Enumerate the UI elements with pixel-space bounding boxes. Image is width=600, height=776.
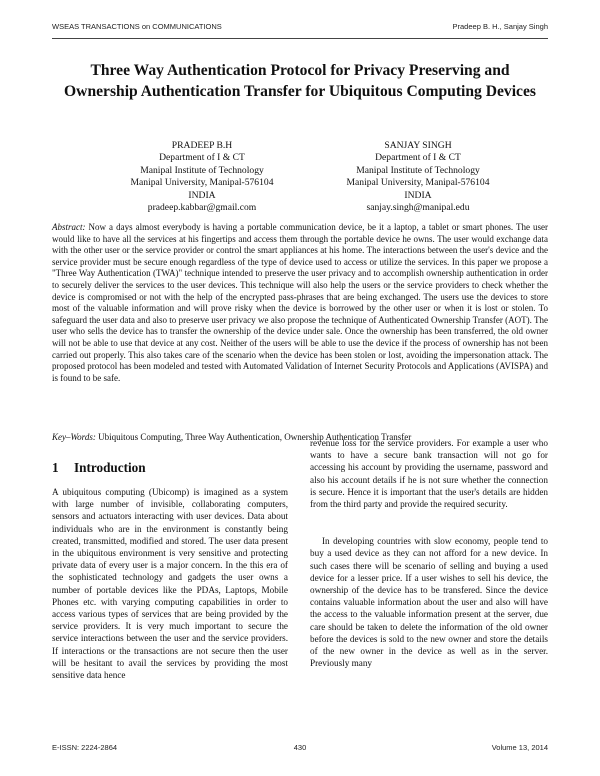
author-university: Manipal University, Manipal-576104 xyxy=(130,177,274,189)
footer-issn: E-ISSN: 2224-2864 xyxy=(52,743,118,752)
keywords-label: Key–Words: xyxy=(52,432,96,442)
author-institute: Manipal Institute of Technology xyxy=(356,164,480,176)
abstract-label: Abstract: xyxy=(52,222,86,232)
author-email: sanjay.singh@manipal.edu xyxy=(366,202,470,214)
keywords-text: Ubiquitous Computing, Three Way Authentication, Ownership Authentication Transfer xyxy=(98,432,412,442)
author-department: Department of I & CT xyxy=(159,152,245,164)
intro-paragraph-2: In developing countries with slow economy, people tend to buy a used device as they can not afford for a new device. In such cases there will be scenario of selling and buying a used device for a lesser price. If a user wishes to sell his device, the ownership of the device has to be transfered. Since the device contains valuable information about the user and also will have the access to the valuable information present at the server, due care should be taken to delete the information of the old owner before the devices is sold to the new owner and store the details of the new owner in the device as well as in the server. Previously many xyxy=(310,536,548,669)
right-column xyxy=(310,437,548,669)
paper-title: Three Way Authentication Protocol for Privacy Preserving and Ownership Authentication Transfer for Ubiquitous Computing Devices xyxy=(64,62,536,100)
header-rule xyxy=(52,38,548,39)
author-country: INDIA xyxy=(404,189,432,201)
page-footer xyxy=(52,743,548,755)
intro-paragraph-1: A ubiquitous computing (Ubicomp) is imagined as a system with large number of invisible, collaborating computers, sensors and actuators interacting with user devices. Data about individuals who are in the environment is constantly being created, transmitted, modified and stored. The user data present in the ubiquitous environment is very sensitive and protecting private data of every user is a major concern. In the this era of the sophisticated technology and gadgets the user owns a number of portable devices like the PDAs, Laptops, Mobile Phones etc. with varying computing capabilities in order to access various types of services that are being provided by the service providers. It is very much important to secure the service interactions between the user and the service providers. If interactions or the transactions are not secure then the user will be hesitant to avail the services by providing the most sensitive data hence xyxy=(52,487,288,681)
section-number: 1 xyxy=(52,460,59,475)
author-2 xyxy=(318,140,518,214)
abstract xyxy=(52,222,548,384)
footer-page-number: 430 xyxy=(293,743,307,752)
author-block xyxy=(80,140,520,216)
author-email: pradeep.kabbar@gmail.com xyxy=(147,202,257,214)
author-name: SANJAY SINGH xyxy=(384,140,452,151)
header-authors: Pradeep B. H., Sanjay Singh xyxy=(452,22,548,31)
running-header xyxy=(52,22,548,36)
journal-name: WSEAS TRANSACTIONS on COMMUNICATIONS xyxy=(52,22,222,31)
footer-volume: Volume 13, 2014 xyxy=(491,743,548,752)
author-name: PRADEEP B.H xyxy=(171,140,233,151)
section-heading xyxy=(52,460,288,476)
author-university: Manipal University, Manipal-576104 xyxy=(346,177,490,189)
intro-paragraph-continued: revenue loss for the service providers. For example a user who wants to have a secure bank transaction will not go for accessing his account by providing the username, password and also his account details if he is not sure whether the connection is secure. Hence it is important that the user's details are hidden from the third party and provide the required security. xyxy=(310,438,548,510)
author-country: INDIA xyxy=(188,189,216,201)
section-title: Introduction xyxy=(74,460,146,475)
abstract-text: Now a days almost everybody is having a portable communication device, be it a laptop, a tablet or smart phones. The user would like to have all the services at his fingertips and access them through the portable device he owns. The user would exchange data with the other user or the service provider or control the smart appliances at his home. The interactions between the user's device and the service provider must be secure enough regardless of the type of device used to access or utilize the services. In this paper we propose a "Three Way Authentication (TWA)" technique intended to preserve the user privacy and to accomplish ownership authentication in order to securely deliver the services to the user devices. This technique will also help the users or the service providers to check whether the device is compromised or not with the help of the encrypted pass-phrases that are being exchanged. The users use the devices to store most of the valuable information and will prove risky when the device is borrowed by the other user or when it is lost or stolen. To safeguard the user data and also to preserve user privacy we also propose the technique of Authenticated Ownership Transfer (AOT). The user who sells the device has to transfer the ownership of the device under sale. Once the ownership has been transferred, the old owner will not be able to use that device at any cost. Neither of the users will be able to use the device if the process of ownership has not been carried out properly. This also takes care of the scenario when the device has been stolen or lost, avoiding the impersonation attack. The proposed protocol has been modeled and tested with Automated Validation of Internet Security Protocols and Applications (AVISPA) and is found to be safe. xyxy=(52,222,548,383)
author-institute: Manipal Institute of Technology xyxy=(140,164,264,176)
author-1 xyxy=(102,140,302,214)
left-column xyxy=(52,460,288,681)
author-department: Department of I & CT xyxy=(375,152,461,164)
